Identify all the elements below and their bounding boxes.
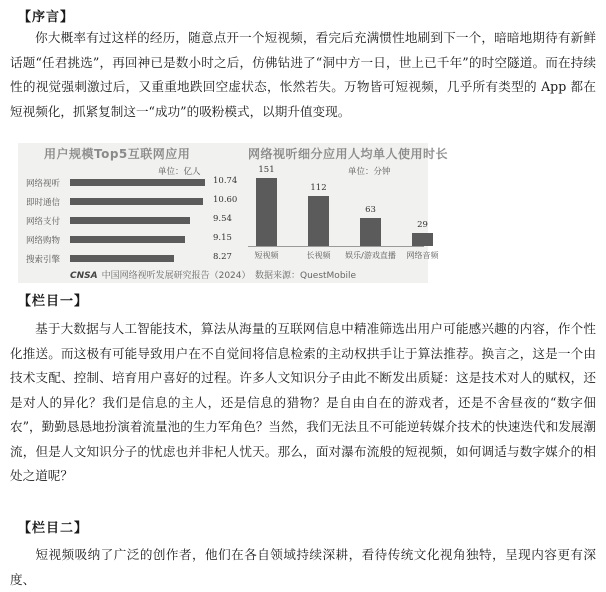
bar-value-label: 10.60	[213, 195, 238, 205]
preface-text: 你大概率有过这样的经历，随意点开一个短视频，看完后充满惯性地刷到下一个，暗暗地期待有新鲜话题“任君挑选”，再回神已是数小时之后，仿佛钻进了“洞中方一日，世上已千年”的时空隧道。而在持续性的视觉强刺激过后，又重重地跌回空虚状态，怅然若失。万物皆可短视频，几乎所有类型的 App 都在短视频化，抓紧复制这一“成功”的吸粉模式，以期升值变现。	[10, 30, 596, 119]
preface-paragraph	[10, 26, 596, 124]
bar-category-label: 网络购物	[26, 236, 61, 246]
chart-title: 用户规模Top5互联网应用	[44, 147, 191, 161]
bar-category-label: 网络音频	[406, 251, 439, 260]
bar	[256, 178, 277, 246]
bar	[308, 196, 329, 246]
statistics-figure	[18, 143, 449, 283]
bar-value-label: 9.15	[213, 233, 232, 243]
column1-text: 基于大数据与人工智能技术，算法从海量的互联网信息中精准筛选出用户可能感兴趣的内容，作个性化推送。而这极有可能导致用户在不自觉间将信息检索的主动权拱手让于算法推荐。换言之，这是一个由技术支配、控制、培育用户喜好的过程。许多人文知识分子由此不断发出质疑：这是技术对人的赋权，还是对人的异化？我们是信息的主人，还是信息的猎物？是自由自在的游戏者，还是不舍昼夜的“数字佃农”，勤勤恳恳地扮演着流量池的生力军角色？当然，我们无法且不可能逆转媒介技术的快速迭代和发展潮流，但是人文知识分子的忧虑也并非杞人忧天。那么，面对瀑布流般的短视频，如何调适与数字媒介的相处之道呢？	[10, 321, 596, 483]
bar-category-label: 网络视听	[26, 179, 61, 189]
bar	[70, 179, 205, 186]
chart-baseline	[248, 246, 424, 247]
bar	[70, 217, 190, 224]
bar-value-label: 10.74	[213, 176, 238, 186]
bar	[360, 218, 381, 246]
column1-heading: 【栏目一】	[18, 294, 89, 309]
bar-category-label: 娱乐/游戏直播	[345, 251, 396, 260]
bar	[412, 233, 433, 246]
figure-source	[70, 268, 356, 281]
column2-heading: 【栏目二】	[18, 521, 89, 536]
chart-unit: 单位：亿人	[158, 167, 201, 177]
bar-value-label: 112	[310, 182, 327, 193]
cnsa-logo: CNSA	[70, 271, 98, 281]
preface-heading: 【序言】	[18, 10, 75, 25]
bar-category-label: 短视频	[254, 251, 279, 260]
bar-value-label: 151	[258, 165, 275, 175]
source-text: 中国网络视听发展研究报告（2024） 数据来源：QuestMobile	[101, 271, 357, 281]
column2-text: 短视频吸纳了广泛的创作者，他们在各自领域持续深耕，看待传统文化视角独特，呈现内容更有深度、	[10, 547, 596, 587]
bar-category-label: 长视频	[306, 251, 331, 260]
bar-value-label: 63	[365, 204, 376, 215]
bar-value-label: 29	[417, 219, 428, 230]
bar	[70, 198, 203, 205]
bar-value-label: 8.27	[213, 252, 232, 262]
column1-paragraph	[10, 317, 596, 489]
bar-value-label: 9.54	[213, 214, 232, 224]
bar	[70, 255, 174, 262]
bar-category-label: 即时通信	[26, 198, 61, 208]
bar-category-label: 网络支付	[26, 217, 61, 227]
bar-category-label: 搜索引擎	[26, 255, 61, 265]
column2-paragraph	[10, 543, 596, 592]
bar	[70, 236, 185, 243]
chart-unit: 单位：分钟	[348, 167, 391, 177]
chart-title: 网络视听细分应用人均单人使用时长	[248, 147, 449, 161]
